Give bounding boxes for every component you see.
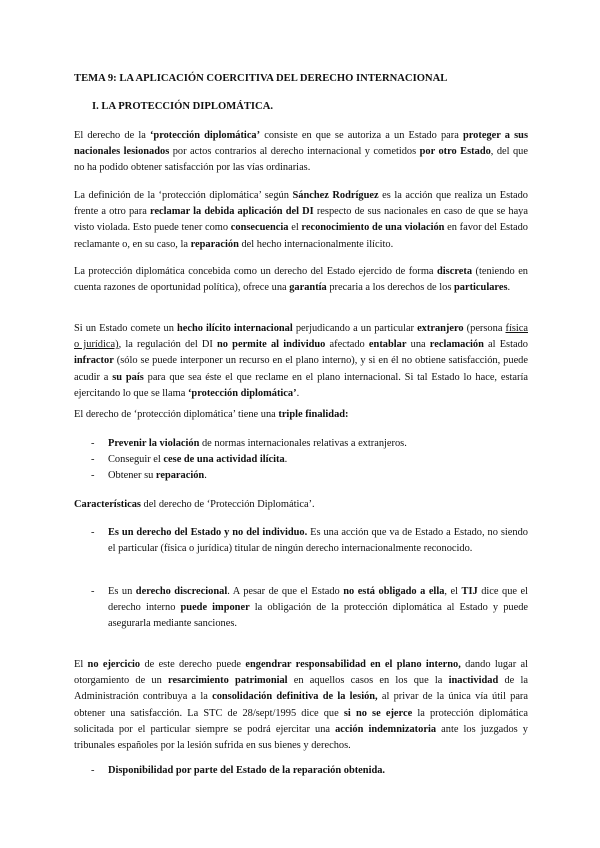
bold-text: Prevenir la violación (108, 438, 200, 449)
bullet-dash: - (91, 765, 95, 776)
bold-text: no está obligado a ella (343, 586, 445, 597)
bold-text: Es un derecho del Estado y no del individuo. (108, 527, 308, 538)
text: por actos contrarios al derecho internacional y cometidos (169, 146, 420, 158)
bold-text: inactividad (448, 675, 499, 687)
bold-text: reparación (190, 238, 239, 250)
text: , del que no ha podido obtener satisfacción por las vías ordinarias. (74, 146, 528, 174)
bold-text: Disponibilidad por parte del Estado de la reparación obtenida. (108, 765, 386, 776)
text: para que sea éste el que reclame en el plano internacional. Si tal Estado lo hace, estaría ejercitando lo que se llama (74, 371, 528, 399)
text: El (74, 659, 88, 670)
underlined-text: física o jurídica) (74, 323, 528, 351)
bold-text: particulares (454, 282, 508, 294)
bold-text: si no se ejerce (343, 707, 413, 719)
bold-text: consecuencia (230, 222, 289, 234)
text: dando lugar al otorgamiento de un (74, 659, 528, 687)
list-item (91, 525, 528, 557)
bold-text: infractor (74, 355, 114, 367)
bullet-dash: - (91, 438, 95, 449)
text: de este derecho puede (140, 659, 246, 670)
bullet-dash: - (91, 454, 95, 465)
text: en favor del Estado reclamante o, en su caso, la (74, 222, 528, 250)
text: respecto de sus nacionales en caso de que se haya visto violada. Esto puede tener como (74, 206, 528, 234)
bold-text: reclamar la debida aplicación del DI (150, 206, 314, 218)
bold-text: extranjero (417, 323, 464, 334)
bold-text: triple finalidad: (278, 409, 349, 420)
text: del hecho internacionalmente ilícito. (238, 238, 394, 250)
paragraph-hecho-ilicito (74, 321, 528, 402)
paragraph-caracteristicas (74, 497, 528, 513)
text: . (296, 387, 300, 399)
text: El derecho de ‘protección diplomática’ tiene una (74, 409, 279, 420)
text: La definición de la ‘protección diplomática’ según (74, 190, 293, 201)
text: Es una acción que va de Estado a Estado, no siendo el particular (física o jurídica) titular de ningún derecho internacionalmente reconocido. (108, 527, 528, 555)
bold-text: Características (74, 499, 141, 510)
bullet-dash: - (91, 470, 95, 481)
text: Si un Estado comete un (74, 323, 177, 334)
text: . (507, 282, 511, 294)
bold-text: consolidación definitiva de la lesión, (212, 691, 378, 703)
list-item (91, 763, 528, 779)
text: precaria a los derechos de los (326, 282, 454, 294)
bold-text: puede imponer (180, 602, 250, 614)
paragraph-triple-finalidad (74, 407, 528, 423)
text: La protección diplomática concebida como un derecho del Estado ejercido de forma (74, 266, 437, 277)
bold-text: no permite al individuo (217, 339, 326, 351)
text: al privar de la única vía útil para obtener una satisfacción. La STC de 28/sept/1995 dice que (74, 691, 528, 719)
text: ante los juzgados y tribunales españoles por la lesión sufrida en sus bienes y derechos. (74, 723, 528, 752)
text: en aquellos casos en los que la (287, 675, 449, 687)
text: (teniendo en cuenta razones de oportunidad política), ofrece una (74, 266, 528, 294)
paragraph-sanchez (74, 188, 528, 253)
list-item (91, 452, 528, 468)
bold-text: reparación (155, 470, 205, 481)
text: , el (444, 586, 462, 597)
bold-text: reclamación (429, 339, 484, 351)
bold-text: cese de una actividad ilícita (163, 454, 285, 465)
text: de la Administración contribuya a la (74, 675, 528, 703)
list-item (91, 584, 528, 633)
text: dice que el derecho interno (108, 586, 528, 614)
text: Es un (108, 586, 136, 597)
bold-text: discreta (437, 266, 473, 277)
text: el (288, 222, 302, 234)
text: afectado (325, 339, 369, 351)
bold-text: TIJ (461, 586, 478, 597)
bold-text: Sánchez Rodríguez (292, 190, 379, 201)
list-item (91, 468, 528, 484)
text: al Estado (483, 339, 528, 351)
bullet-dash: - (91, 586, 95, 597)
list-item (91, 436, 528, 452)
bold-text: garantía (289, 282, 327, 294)
text: . (284, 454, 288, 465)
bold-text: hecho ilícito internacional (176, 323, 293, 334)
paragraph-no-ejercicio (74, 657, 528, 754)
section-heading: I. LA PROTECCIÓN DIPLOMÁTICA. (92, 101, 273, 112)
text: (persona (463, 323, 506, 334)
bold-text: engendrar responsabilidad en el plano interno, (245, 659, 461, 670)
bullet-dash: - (91, 527, 95, 538)
bold-text: proteger a sus nacionales lesionados (74, 130, 528, 158)
text: perjudicando a un particular (292, 323, 418, 334)
paragraph-discreta (74, 264, 528, 296)
text: (sólo se puede interponer un recurso en el plano interno), y si en él no obtiene satisfacción, puede acudir a (74, 355, 528, 383)
text: la protección diplomática solicitada por el particular siempre se podrá ejercitar una (74, 707, 529, 735)
text: una (406, 339, 430, 351)
text: del derecho de ‘Protección Diplomática’. (140, 499, 315, 510)
text: es la acción que realiza un Estado frente a otro para (74, 190, 528, 218)
text: Conseguir el (108, 454, 164, 465)
paragraph-definition (74, 128, 528, 177)
bold-text: resarcimiento patrimonial (168, 675, 288, 687)
text: , la regulación del DI (118, 339, 218, 351)
text: de normas internacionales relativas a extranjeros. (199, 438, 407, 449)
bold-text: no ejercicio (87, 659, 141, 670)
text: consiste en que se autoriza a un Estado para (260, 130, 463, 141)
bold-text: derecho discrecional (135, 586, 228, 597)
bold-text: su país (112, 371, 144, 383)
page-title: TEMA 9: LA APLICACIÓN COERCITIVA DEL DERECHO INTERNACIONAL (74, 73, 448, 84)
bold-text: acción indemnizatoria (335, 723, 437, 735)
bold-text: por otro Estado (419, 146, 491, 158)
bold-text: entablar (368, 339, 407, 351)
bold-text: ‘protección diplomática’ (149, 130, 261, 141)
text: Obtener su (108, 470, 156, 481)
bold-text: reconocimiento de una violación (301, 222, 445, 234)
bold-text: ‘protección diplomática’ (187, 387, 297, 399)
text: . A pesar de que el Estado (227, 586, 344, 597)
text: . (204, 470, 207, 481)
text: El derecho de la (74, 130, 150, 141)
text: la obligación de la protección diplomática al Estado y puede asegurarla mediante sanciones. (108, 602, 529, 630)
